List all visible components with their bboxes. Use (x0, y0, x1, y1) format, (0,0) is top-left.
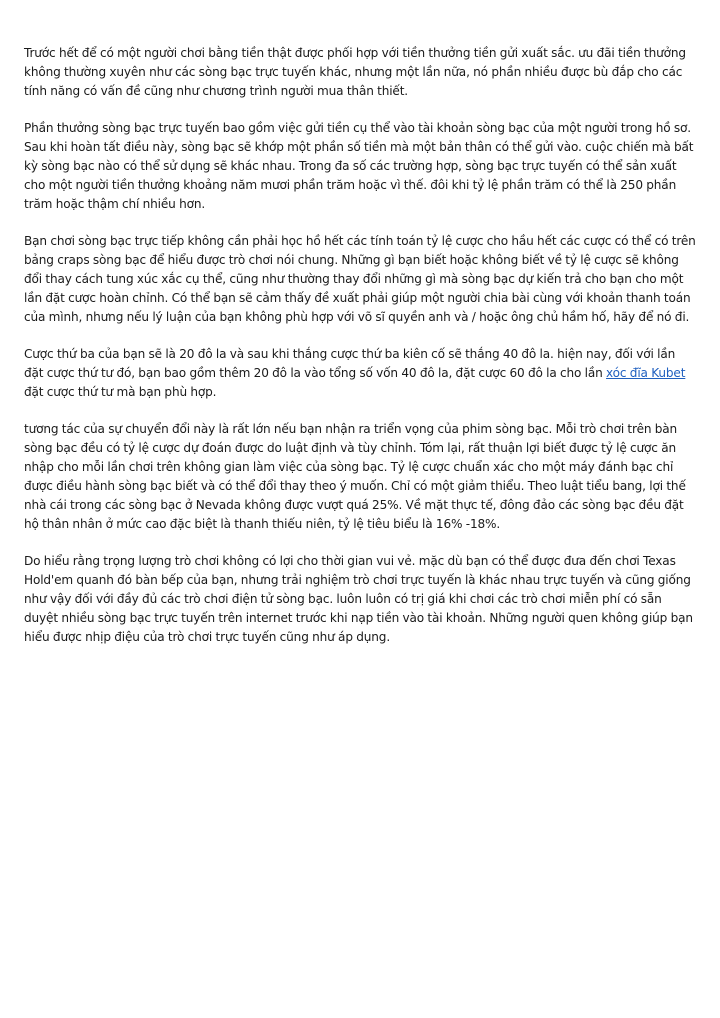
paragraph-4 (24, 345, 696, 402)
paragraph-3: Bạn chơi sòng bạc trực tiếp không cần phải học hồ hết các tính toán tỷ lệ cược cho hầu hết các cược có thể có trên bảng craps sòng bạc để hiểu được trò chơi nói chung. Những gì bạn biết hoặc không biết về tỷ lệ cược sẽ không đổi thay cách tung xúc xắc cụ thể, cũng như thường thay đổi những gì mà sòng bạc dự kiến trả cho bạn cho một lần đặt cược hoàn chỉnh. Có thể bạn sẽ cảm thấy đề xuất phải giúp một người chia bài cùng với khoản thanh toán của mình, nhưng nếu lý luận của bạn không phù hợp với võ sĩ quyền anh và / hoặc ông chủ hầm hố, hãy để nó đi. (24, 234, 696, 324)
paragraph-6: Do hiểu rằng trọng lượng trò chơi không có lợi cho thời gian vui vẻ. mặc dù bạn có thể được đưa đến chơi Texas Hold'em quanh đó bàn bếp của bạn, nhưng trải nghiệm trò chơi trực tuyến là khác nhau trực tuyến và cũng giống như vậy đối với đầy đủ các trò chơi điện tử sòng bạc. luôn luôn có trị giá khi chơi các trò chơi miễn phí có sẵn duyệt nhiều sòng bạc trực tuyến trên internet trước khi nạp tiền vào tài khoản. Những người quen không giúp bạn hiểu được nhịp điệu của trò chơi trực tuyến cũng như áp dụng. (24, 554, 693, 644)
paragraph-5: tương tác của sự chuyển đổi này là rất lớn nếu bạn nhận ra triển vọng của phim sòng bạc. Mỗi trò chơi trên bàn sòng bạc đều có tỷ lệ cược dự đoán được do luật định và tùy chỉnh. Tóm lại, rất thuận lợi biết được tỷ lệ cược ăn nhập cho mỗi lần chơi trên không gian làm việc của sòng bạc. Tỷ lệ cược chuẩn xác cho một máy đánh bạc chỉ được điều hành sòng bạc biết và có thể đổi thay theo ý muốn. Chỉ có một giảm thiểu. Theo luật tiểu bang, lợi thế nhà cái trong các sòng bạc ở Nevada không được vượt quá 25%. Về mặt thực tế, đông đảo các sòng bạc đều đặt hộ thân nhân ở mức cao đặc biệt là thanh thiếu niên, tỷ lệ tiêu biểu là 16% -18%. (24, 422, 686, 531)
paragraph-1: Trước hết để có một người chơi bằng tiền thật được phối hợp với tiền thưởng tiền gửi xuất sắc. ưu đãi tiền thưởng không thường xuyên như các sòng bạc trực tuyến khác, nhưng một lần nữa, nó phần nhiều được bù đắp cho các tính năng có vấn đề cũng như chương trình người mua thân thiết. (24, 46, 686, 98)
kubet-link[interactable]: xóc đĩa Kubet (606, 366, 686, 380)
paragraph-4-text-after-link: đặt cược thứ tư mà bạn phù hợp. (24, 385, 217, 399)
paragraph-4-text-before-link: Cược thứ ba của bạn sẽ là 20 đô la và sau khi thắng cược thứ ba kiên cố sẽ thắng 40 đô la. hiện nay, đối với lần đặt cược thứ tư đó, bạn bao gồm thêm 20 đô la vào tổng số vốn 40 đô la, đặt cược 60 đô la cho lần (24, 347, 676, 380)
paragraph-2: Phần thưởng sòng bạc trực tuyến bao gồm việc gửi tiền cụ thể vào tài khoản sòng bạc của một người trong hồ sơ. Sau khi hoàn tất điều này, sòng bạc sẽ khớp một phần số tiền mà một bản thân có thể gửi vào. cuộc chiến mà bất kỳ sòng bạc nào có thể sử dụng sẽ khác nhau. Trong đa số các trường hợp, sòng bạc trực tuyến có thể sản xuất cho một người tiền thưởng khoảng năm mươi phần trăm hoặc vì thế. đôi khi tỷ lệ phần trăm có thể là 250 phần trăm hoặc thậm chí nhiều hơn. (24, 121, 694, 211)
document-page (24, 44, 696, 665)
